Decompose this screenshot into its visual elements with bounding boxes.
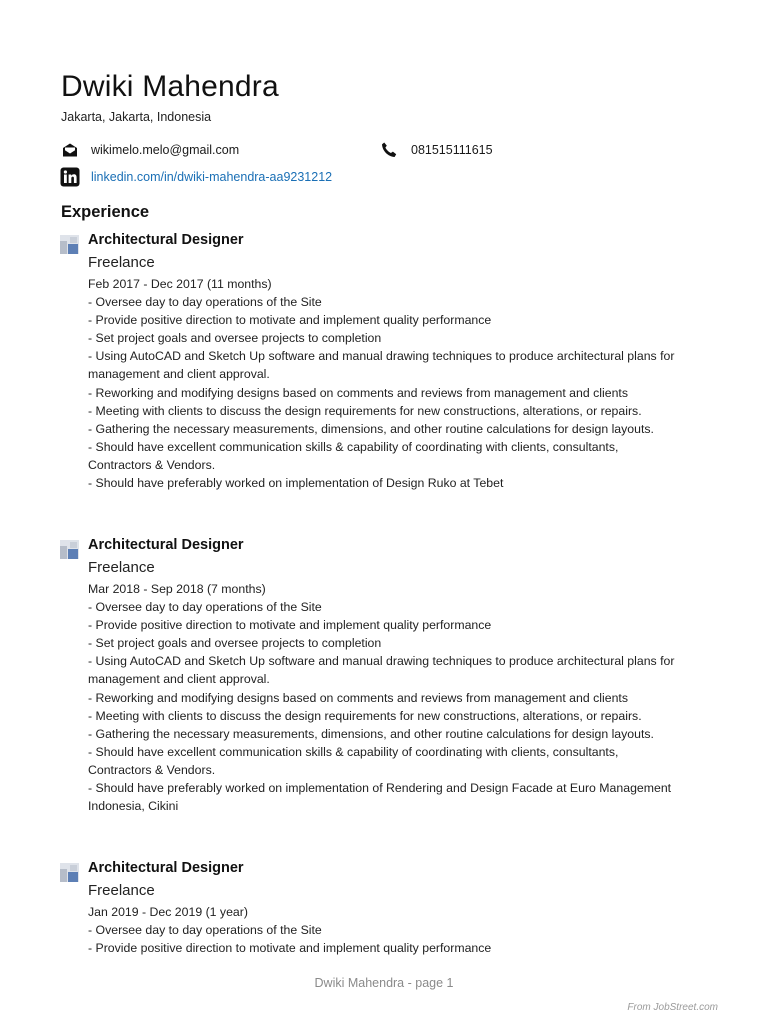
job-details [88, 903, 678, 957]
page-footer: Dwiki Mahendra - page 1 [314, 976, 454, 990]
job-company: Freelance [88, 559, 155, 576]
job-duty: - Set project goals and oversee projects to completion [88, 636, 382, 651]
job-duty: - Meeting with clients to discuss the design requirements for new constructions, alterations, or repairs. [88, 403, 642, 418]
job-duty: - Should have preferably worked on implementation of Design Ruko at Tebet [88, 476, 504, 491]
job-duty: - Oversee day to day operations of the Site [88, 923, 322, 938]
phone-icon [379, 140, 399, 160]
job-duty: - Provide positive direction to motivate and implement quality performance [88, 618, 492, 633]
job-period: Jan 2019 - Dec 2019 (1 year) [88, 905, 248, 919]
job-duty: - Reworking and modifying designs based on comments and reviews from management and clients [88, 385, 628, 400]
job-duty: - Should have excellent communication skills & capability of coordinating with clients, consultants, Contractors & Vendors. [88, 439, 619, 472]
contact-email [60, 140, 239, 160]
company-logo-icon [60, 540, 79, 559]
section-title-experience: Experience [61, 203, 150, 221]
job-duty: - Gathering the necessary measurements, dimensions, and other routine calculations for design layouts. [88, 421, 654, 436]
source-watermark: From JobStreet.com [627, 1002, 718, 1013]
company-logo-icon [60, 235, 79, 254]
job-details [88, 580, 678, 815]
job-period: Mar 2018 - Sep 2018 (7 months) [88, 582, 266, 596]
job-duty: - Should have excellent communication skills & capability of coordinating with clients, consultants, Contractors & Vendors. [88, 744, 619, 777]
job-duty: - Provide positive direction to motivate and implement quality performance [88, 941, 492, 956]
job-details [88, 275, 678, 492]
linkedin-link[interactable]: linkedin.com/in/dwiki-mahendra-aa9231212 [91, 170, 333, 184]
candidate-location: Jakarta, Jakarta, Indonesia [61, 110, 212, 124]
job-title: Architectural Designer [88, 860, 244, 876]
linkedin-icon [60, 167, 80, 187]
job-duty: - Meeting with clients to discuss the design requirements for new constructions, alterations, or repairs. [88, 708, 642, 723]
job-duty: - Using AutoCAD and Sketch Up software and manual drawing techniques to produce architectural plans for management and client approval. [88, 349, 675, 382]
candidate-name: Dwiki Mahendra [61, 70, 279, 103]
envelope-icon [60, 140, 80, 160]
email-text: wikimelo.melo@gmail.com [91, 143, 240, 157]
job-duty: - Oversee day to day operations of the Site [88, 600, 322, 615]
job-title: Architectural Designer [88, 537, 244, 553]
job-duty: - Gathering the necessary measurements, dimensions, and other routine calculations for design layouts. [88, 726, 654, 741]
job-duty: - Should have preferably worked on implementation of Rendering and Design Facade at Euro Management Indonesia, Cikini [88, 781, 672, 814]
job-title: Architectural Designer [88, 232, 244, 248]
job-duty: - Set project goals and oversee projects to completion [88, 331, 382, 346]
job-company: Freelance [88, 882, 155, 899]
job-duty: - Oversee day to day operations of the Site [88, 295, 322, 310]
job-company: Freelance [88, 254, 155, 271]
company-logo-icon [60, 863, 79, 882]
job-duty: - Using AutoCAD and Sketch Up software and manual drawing techniques to produce architectural plans for management and client approval. [88, 654, 675, 687]
job-duty: - Provide positive direction to motivate and implement quality performance [88, 313, 492, 328]
contact-phone [379, 140, 493, 160]
job-duty: - Reworking and modifying designs based on comments and reviews from management and clients [88, 690, 628, 705]
phone-text: 081515111615 [411, 143, 493, 157]
contact-linkedin[interactable] [60, 167, 332, 187]
job-period: Feb 2017 - Dec 2017 (11 months) [88, 277, 272, 291]
